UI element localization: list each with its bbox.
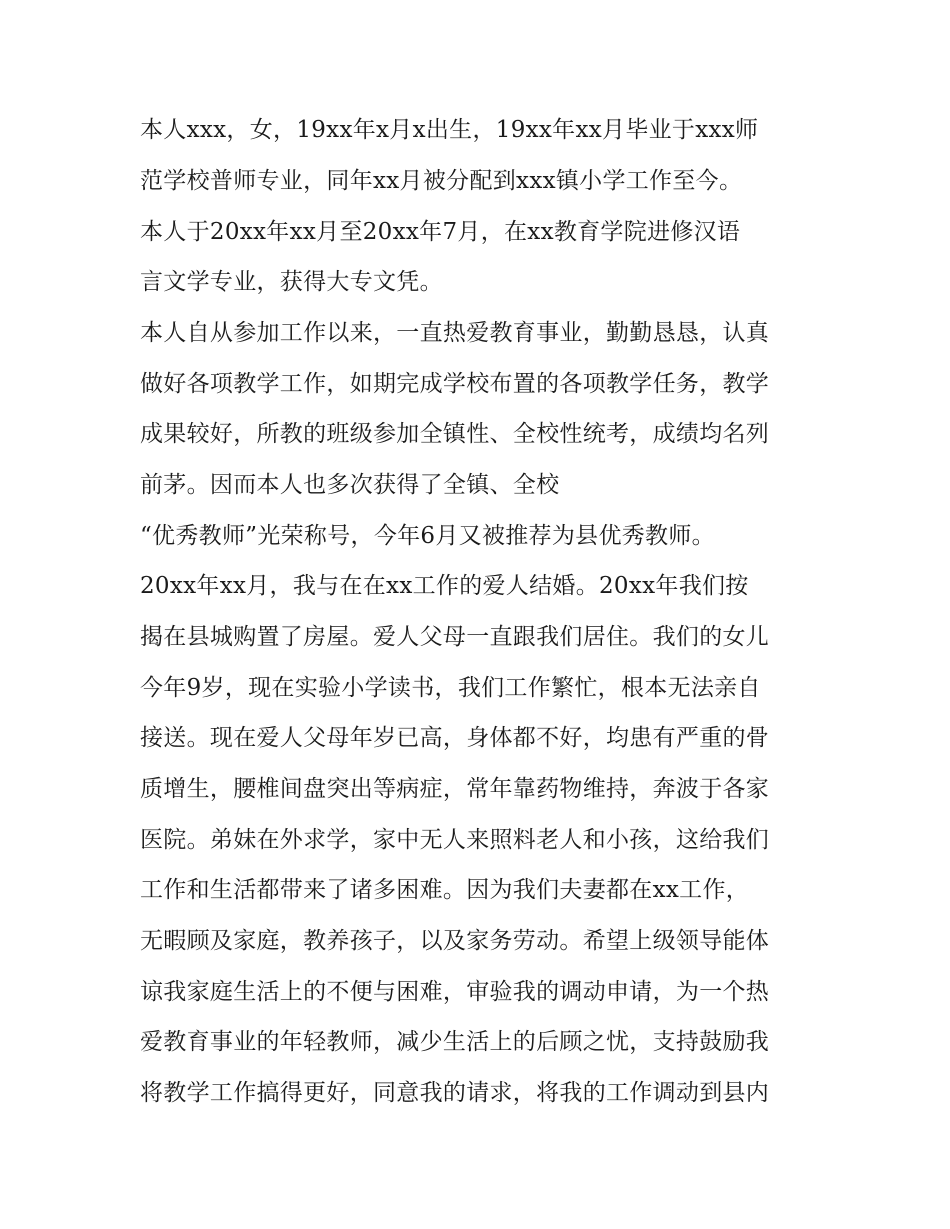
text-line: 本人于20xx年xx月至20xx年7月，在xx教育学院进修汉语 — [140, 219, 741, 245]
text-line: 质增生，腰椎间盘突出等病症，常年靠药物维持，奔波于各家 — [140, 776, 770, 802]
text-line: 接送。现在爱人父母年岁已高，身体都不好，均患有严重的骨 — [140, 725, 770, 751]
text-line: 做好各项教学工作，如期完成学校布置的各项教学任务，教学 — [140, 371, 770, 397]
text-line: 工作和生活都带来了诸多困难。因为我们夫妻都在xx工作， — [140, 877, 750, 903]
text-line: 爱教育事业的年轻教师，减少生活上的后顾之忧，支持鼓励我 — [140, 1029, 770, 1055]
text-line: 前茅。因而本人也多次获得了全镇、全校 — [140, 472, 560, 498]
text-line: 本人xxx，女，19xx年x月x出生，19xx年xx月毕业于xxx师 — [140, 117, 759, 143]
text-line: 成果较好，所教的班级参加全镇性、全校性统考，成绩均名列 — [140, 421, 770, 447]
text-line: 言文学专业，获得大专文凭。 — [140, 269, 443, 295]
text-line: “优秀教师”光荣称号，今年6月又被推荐为县优秀教师。 — [140, 523, 715, 549]
text-line: 医院。弟妹在外求学，家中无人来照料老人和小孩，这给我们 — [140, 827, 770, 853]
text-line: 今年9岁，现在实验小学读书，我们工作繁忙，根本无法亲自 — [140, 675, 761, 701]
text-line: 谅我家庭生活上的不便与困难，审验我的调动申请，为一个热 — [140, 979, 770, 1005]
text-line: 范学校普师专业，同年xx月被分配到xxx镇小学工作至今。 — [140, 168, 743, 194]
text-line: 将教学工作搞得更好，同意我的请求，将我的工作调动到县内 — [140, 1080, 770, 1106]
text-line: 20xx年xx月，我与在在xx工作的爱人结婚。20xx年我们按 — [140, 573, 749, 599]
text-line: 揭在县城购置了房屋。爱人父母一直跟我们居住。我们的女儿 — [140, 624, 770, 650]
text-line: 本人自从参加工作以来，一直热爱教育事业，勤勤恳恳，认真 — [140, 320, 770, 346]
text-line: 无暇顾及家庭，教养孩子，以及家务劳动。希望上级领导能体 — [140, 928, 770, 954]
